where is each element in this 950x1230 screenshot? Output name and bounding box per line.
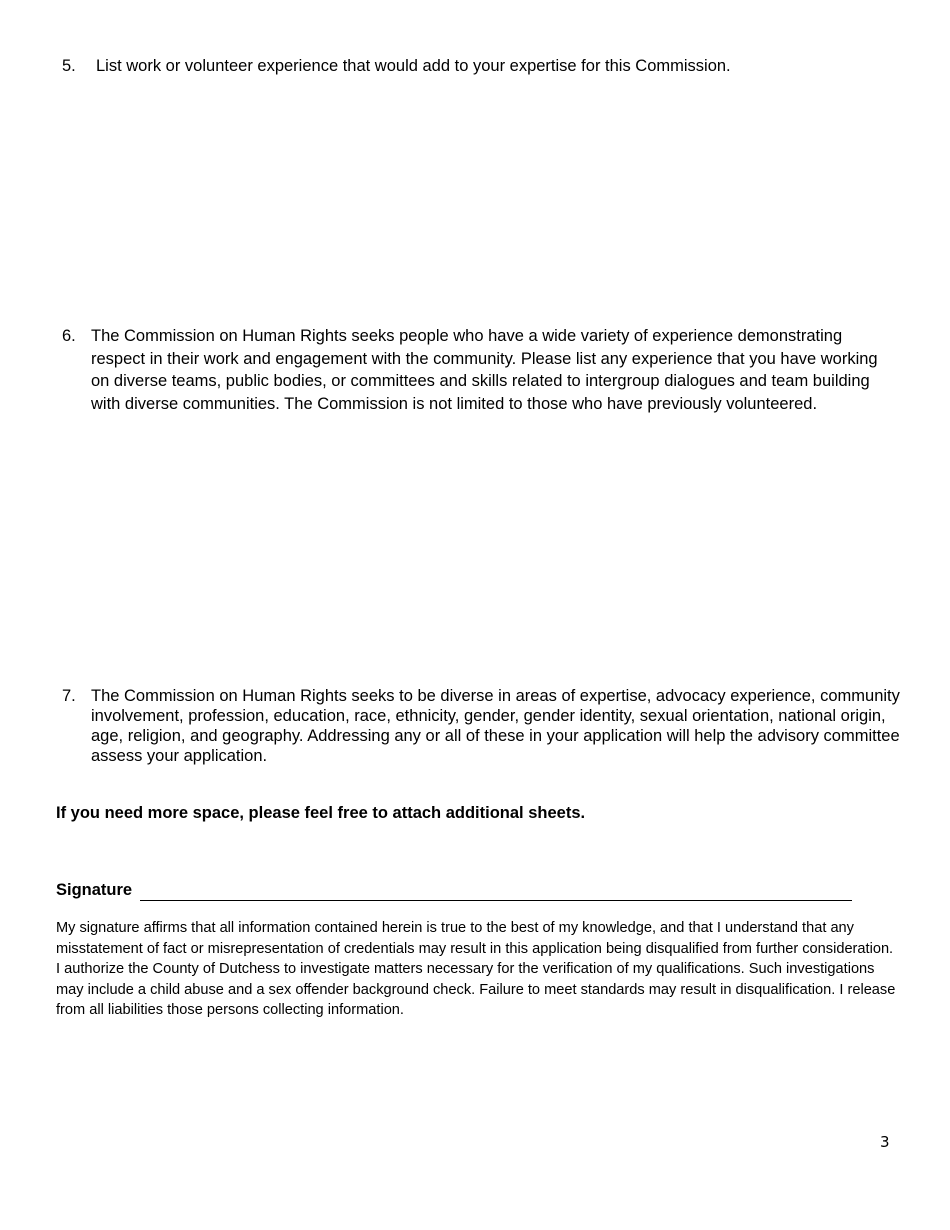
question-7 bbox=[62, 686, 912, 766]
signature-affirmation: My signature affirms that all information contained herein is true to the best of my knowledge, and that I understand that any misstatement of fact or misrepresentation of credentials may result in this application being disqualified from further consideration. I authorize the County of Dutchess to investigate matters necessary for the verification of my qualifications. Such investigations may include a child abuse and a sex offender background check. Failure to meet standards may result in disqualification. I release from all liabilities those persons collecting information. bbox=[56, 920, 896, 1018]
question-6 bbox=[62, 325, 882, 415]
question-text: The Commission on Human Rights seeks people who have a wide variety of experience demonstrating respect in their work and engagement with the community. Please list any experience that you have working on diverse teams, public bodies, or committees and skills related to intergroup dialogues and team building with diverse communities. The Commission is not limited to those who have previously volunteered. bbox=[91, 327, 878, 413]
signature-row bbox=[56, 881, 856, 903]
question-5 bbox=[62, 55, 922, 78]
page-number: 3 bbox=[880, 1133, 890, 1151]
signature-line[interactable] bbox=[140, 900, 852, 901]
signature-label: Signature bbox=[56, 881, 133, 899]
question-text: List work or volunteer experience that would add to your expertise for this Commission. bbox=[96, 57, 731, 75]
more-space-note: If you need more space, please feel free to attach additional sheets. bbox=[56, 804, 586, 822]
question-number: 7. bbox=[62, 687, 76, 705]
question-number: 5. bbox=[62, 57, 76, 75]
question-number: 6. bbox=[62, 327, 76, 345]
question-text: The Commission on Human Rights seeks to be diverse in areas of expertise, advocacy experience, community involvement, profession, education, race, ethnicity, gender, gender identity, sexual orientation, national origin, age, religion, and geography. Addressing any or all of these in your application will help the advisory committee assess your application. bbox=[91, 687, 900, 765]
